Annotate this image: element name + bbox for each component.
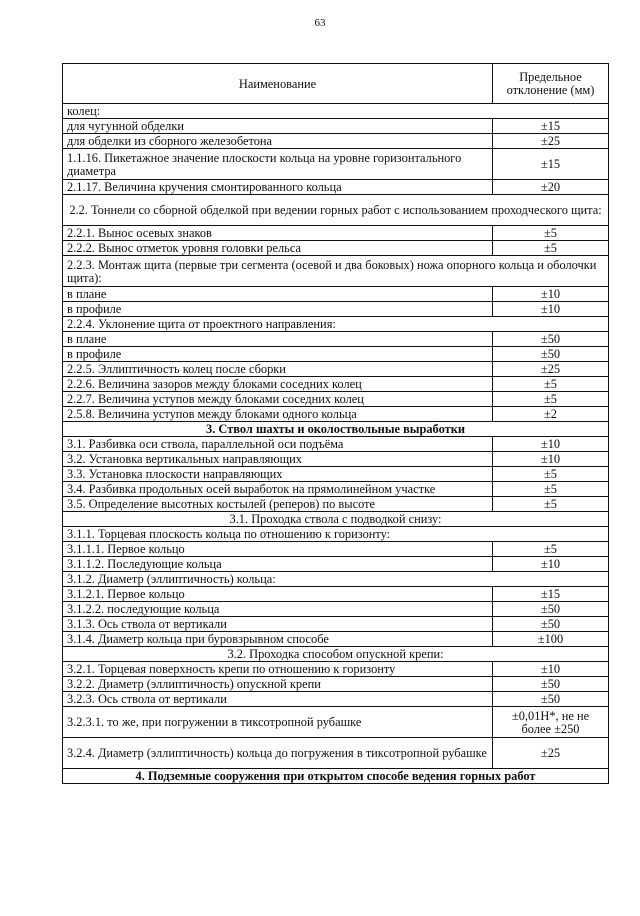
table-row <box>63 692 609 707</box>
section-row <box>63 317 609 332</box>
section-row <box>63 422 609 437</box>
table-row <box>63 134 609 149</box>
table-row <box>63 119 609 134</box>
row-name: 3.1.3. Ось ствола от вертикали <box>63 617 493 632</box>
section-row <box>63 256 609 287</box>
table-row <box>63 467 609 482</box>
header-deviation: Предельное отклонение (мм) <box>493 64 609 104</box>
row-name: 3.1.2.1. Первое кольцо <box>63 587 493 602</box>
row-name: 3.2.3. Ось ствола от вертикали <box>63 692 493 707</box>
table-row <box>63 602 609 617</box>
row-deviation: ±5 <box>493 241 609 256</box>
table-row <box>63 707 609 738</box>
section-row <box>63 647 609 662</box>
section-row <box>63 769 609 784</box>
row-deviation: ±50 <box>493 347 609 362</box>
row-name: 1.1.16. Пикетажное значение плоскости кольца на уровне горизонтального диаметра <box>63 149 493 180</box>
row-name: 3.2.2. Диаметр (эллиптичность) опускной крепи <box>63 677 493 692</box>
table-row <box>63 392 609 407</box>
section-heading: 4. Подземные сооружения при открытом способе ведения горных работ <box>63 769 609 784</box>
row-deviation: ±25 <box>493 362 609 377</box>
table-row <box>63 437 609 452</box>
subsection-heading: 2.2.4. Уклонение щита от проектного направления: <box>63 317 609 332</box>
table-row <box>63 557 609 572</box>
table-row <box>63 362 609 377</box>
section-row <box>63 104 609 119</box>
row-name: 3.1.1.2. Последующие кольца <box>63 557 493 572</box>
table-row <box>63 662 609 677</box>
row-deviation: ±15 <box>493 587 609 602</box>
row-deviation: ±25 <box>493 738 609 769</box>
subsection-heading: 2.2. Тоннели со сборной обделкой при ведении горных работ с использованием проходческого щита: <box>63 195 609 226</box>
section-row <box>63 512 609 527</box>
table-row <box>63 738 609 769</box>
row-deviation: ±25 <box>493 134 609 149</box>
table-header <box>63 64 609 104</box>
table-row <box>63 632 609 647</box>
row-name: 3.2. Установка вертикальных направляющих <box>63 452 493 467</box>
row-deviation: ±100 <box>493 632 609 647</box>
table-row <box>63 377 609 392</box>
row-deviation: ±50 <box>493 692 609 707</box>
section-row <box>63 527 609 542</box>
row-name: 2.2.2. Вынос отметок уровня головки рельса <box>63 241 493 256</box>
row-deviation: ±50 <box>493 677 609 692</box>
subsection-heading: 3.1.1. Торцевая плоскость кольца по отношению к горизонту: <box>63 527 609 542</box>
subsection-heading: колец: <box>63 104 609 119</box>
row-deviation: ±5 <box>493 542 609 557</box>
subsection-heading: 3.1.2. Диаметр (эллиптичность) кольца: <box>63 572 609 587</box>
row-name: 2.5.8. Величина уступов между блоками одного кольца <box>63 407 493 422</box>
header-name: Наименование <box>63 64 493 104</box>
row-deviation: ±10 <box>493 557 609 572</box>
row-deviation: ±5 <box>493 467 609 482</box>
table-row <box>63 542 609 557</box>
table-row <box>63 332 609 347</box>
row-name: 2.2.5. Эллиптичность колец после сборки <box>63 362 493 377</box>
row-name: 3.2.3.1. то же, при погружении в тиксотропной рубашке <box>63 707 493 738</box>
row-deviation: ±5 <box>493 377 609 392</box>
subsection-heading: 2.2.3. Монтаж щита (первые три сегмента (осевой и два боковых) ножа опорного кольца и оболочки щита): <box>63 256 609 287</box>
row-deviation: ±10 <box>493 437 609 452</box>
row-name: 3.2.1. Торцевая поверхность крепи по отношению к горизонту <box>63 662 493 677</box>
row-deviation: ±15 <box>493 149 609 180</box>
table-row <box>63 497 609 512</box>
row-deviation: ±10 <box>493 302 609 317</box>
row-name: 2.2.6. Величина зазоров между блоками соседних колец <box>63 377 493 392</box>
row-name: для чугунной обделки <box>63 119 493 134</box>
row-deviation: ±0,01H*, не не более ±250 <box>493 707 609 738</box>
table-row <box>63 302 609 317</box>
table-body <box>63 104 609 784</box>
table-row <box>63 180 609 195</box>
row-deviation: ±20 <box>493 180 609 195</box>
table-row <box>63 407 609 422</box>
table-row <box>63 587 609 602</box>
row-name: 3.4. Разбивка продольных осей выработок на прямолинейном участке <box>63 482 493 497</box>
subsection-heading: 3.1. Проходка ствола с подводкой снизу: <box>63 512 609 527</box>
row-deviation: ±50 <box>493 602 609 617</box>
section-heading: 3. Ствол шахты и околоствольные выработки <box>63 422 609 437</box>
row-name: 2.2.7. Величина уступов между блоками соседних колец <box>63 392 493 407</box>
table-row <box>63 617 609 632</box>
table-row <box>63 482 609 497</box>
row-name: 3.5. Определение высотных костылей (реперов) по высоте <box>63 497 493 512</box>
row-name: в плане <box>63 287 493 302</box>
row-name: в профиле <box>63 302 493 317</box>
table-row <box>63 452 609 467</box>
row-deviation: ±50 <box>493 617 609 632</box>
page-number: 63 <box>314 17 326 29</box>
row-name: 3.1. Разбивка оси ствола, параллельной оси подъёма <box>63 437 493 452</box>
row-name: в профиле <box>63 347 493 362</box>
table-row <box>63 241 609 256</box>
row-name: 3.1.2.2. последующие кольца <box>63 602 493 617</box>
table-row <box>63 287 609 302</box>
row-deviation: ±15 <box>493 119 609 134</box>
table-row <box>63 226 609 241</box>
table-row <box>63 347 609 362</box>
row-deviation: ±5 <box>493 226 609 241</box>
row-deviation: ±2 <box>493 407 609 422</box>
row-name: в плане <box>63 332 493 347</box>
table-row <box>63 677 609 692</box>
row-deviation: ±10 <box>493 452 609 467</box>
row-name: 3.3. Установка плоскости направляющих <box>63 467 493 482</box>
section-row <box>63 572 609 587</box>
row-deviation: ±5 <box>493 392 609 407</box>
deviation-table <box>62 63 609 784</box>
row-name: 3.1.4. Диаметр кольца при буровзрывном способе <box>63 632 493 647</box>
row-deviation: ±10 <box>493 287 609 302</box>
row-deviation: ±10 <box>493 662 609 677</box>
table-row <box>63 149 609 180</box>
subsection-heading: 3.2. Проходка способом опускной крепи: <box>63 647 609 662</box>
row-deviation: ±5 <box>493 482 609 497</box>
row-name: 2.2.1. Вынос осевых знаков <box>63 226 493 241</box>
row-deviation: ±5 <box>493 497 609 512</box>
row-deviation: ±50 <box>493 332 609 347</box>
row-name: для обделки из сборного железобетона <box>63 134 493 149</box>
row-name: 3.1.1.1. Первое кольцо <box>63 542 493 557</box>
row-name: 2.1.17. Величина кручения смонтированного кольца <box>63 180 493 195</box>
row-name: 3.2.4. Диаметр (эллиптичность) кольца до погружения в тиксотропной рубашке <box>63 738 493 769</box>
section-row <box>63 195 609 226</box>
